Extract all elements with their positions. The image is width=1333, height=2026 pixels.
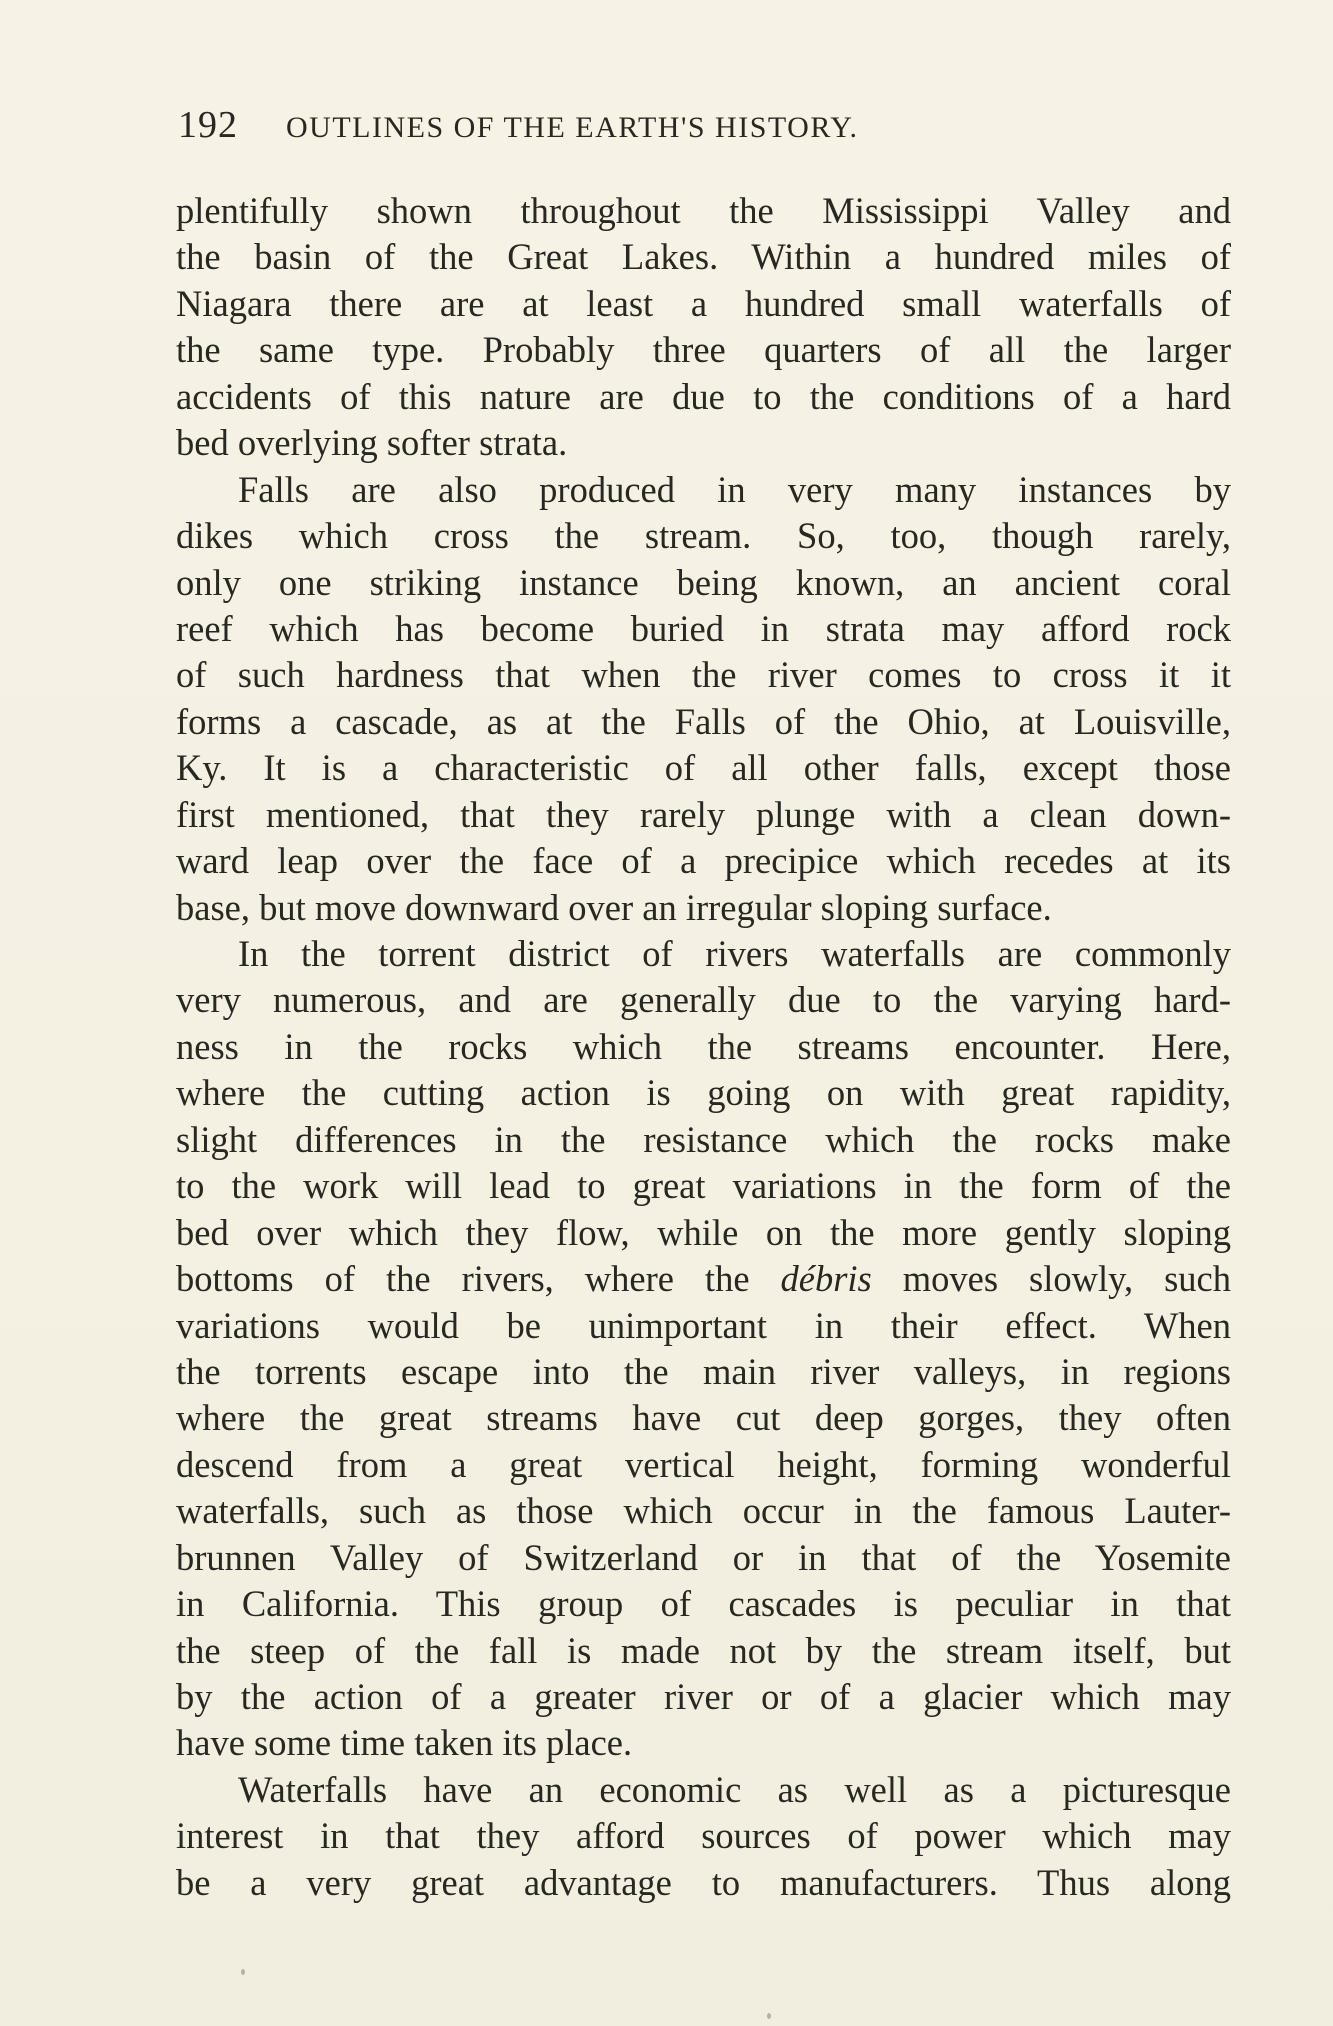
text-line: have some time taken its place. xyxy=(176,1722,633,1764)
text-line: very numerous, and are generally due to the varying hard- xyxy=(176,979,1231,1021)
text-line: be a very great advantage to manufacturers. Thus along xyxy=(176,1861,1231,1903)
text-line: the basin of the Great Lakes. Within a hundred miles of xyxy=(176,236,1231,278)
text-line: by the action of a greater river or of a glacier which may xyxy=(176,1676,1231,1717)
text-line: the steep of the fall is made not by the stream itself, but xyxy=(176,1629,1231,1671)
text-line: forms a cascade, as at the Falls of the Ohio, at Louisville, xyxy=(176,700,1231,742)
text-line: in California. This group of cascades is peculiar in that xyxy=(176,1583,1231,1625)
text-line: ness in the rocks which the streams encounter. Here, xyxy=(176,1025,1231,1067)
text-line: bed over which they flow, while on the more gently sloping xyxy=(176,1211,1231,1253)
text-line: accidents of this nature are due to the conditions of a hard xyxy=(176,375,1231,417)
body-text xyxy=(176,188,1231,1906)
text-line: In the torrent district of rivers waterfalls are commonly xyxy=(238,933,1231,974)
text-line: dikes which cross the stream. So, too, though rarely, xyxy=(176,515,1231,557)
line-start: bottoms of the rivers, where the xyxy=(176,1258,750,1300)
text-line: waterfalls, such as those which occur in the famous Lauter- xyxy=(176,1490,1231,1532)
text-line: plentifully shown throughout the Mississippi Valley and xyxy=(176,190,1231,231)
text-line: where the great streams have cut deep gorges, they often xyxy=(176,1397,1231,1439)
paper-speck xyxy=(767,2013,771,2019)
text-line: descend from a great vertical height, forming wonderful xyxy=(176,1443,1231,1485)
text-line: Niagara there are at least a hundred small waterfalls of xyxy=(176,282,1231,324)
text-line: variations would be unimportant in their effect. When xyxy=(176,1304,1231,1346)
text-line: base, but move downward over an irregular sloping surface. xyxy=(176,886,1052,928)
text-line: to the work will lead to great variations in the form of the xyxy=(176,1165,1231,1207)
text-line: Waterfalls have an economic as well as a picturesque xyxy=(238,1768,1231,1810)
text-line: Falls are also produced in very many instances by xyxy=(238,468,1231,510)
text-line: the torrents escape into the main river valleys, in regions xyxy=(176,1350,1231,1392)
text-line: slight differences in the resistance which the rocks make xyxy=(176,1118,1231,1160)
text-line: ward leap over the face of a precipice which recedes at its xyxy=(176,840,1231,882)
running-head xyxy=(178,100,1233,150)
page-number: 192 xyxy=(178,104,238,146)
text-line: bed overlying softer strata. xyxy=(176,422,568,464)
text-line: brunnen Valley of Switzerland or in that of the Yosemite xyxy=(176,1536,1231,1578)
text-line: of such hardness that when the river comes to cross it it xyxy=(176,654,1231,696)
text-line: Ky. It is a characteristic of all other falls, except those xyxy=(176,747,1231,789)
text-line: where the cutting action is going on with great rapidity, xyxy=(176,1072,1231,1114)
running-title: OUTLINES OF THE EARTH'S HISTORY. xyxy=(286,111,859,144)
text-line: the same type. Probably three quarters of all the larger xyxy=(176,329,1231,371)
text-line: first mentioned, that they rarely plunge with a clean down- xyxy=(176,793,1231,835)
line-end: moves slowly, such xyxy=(902,1258,1231,1300)
paper-speck xyxy=(241,1969,245,1975)
text-line: interest in that they afford sources of power which may xyxy=(176,1815,1231,1857)
text-line: reef which has become buried in strata may afford rock xyxy=(176,607,1231,649)
italic-term: débris xyxy=(780,1258,872,1300)
text-line: only one striking instance being known, an ancient coral xyxy=(176,561,1231,603)
text-line-with-italic xyxy=(176,1256,1231,1302)
